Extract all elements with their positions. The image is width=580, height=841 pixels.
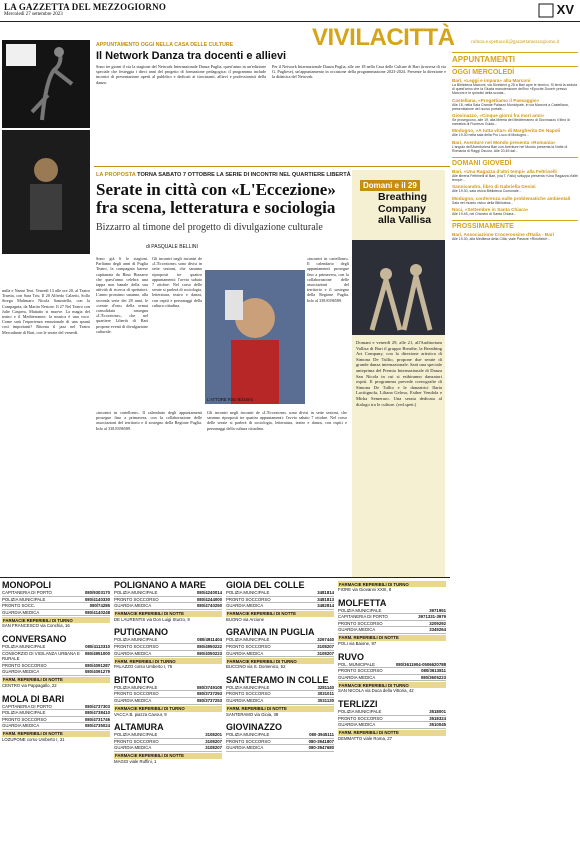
pharmacy-band: FARMACIE REPERIBILI DI TURNO bbox=[338, 581, 446, 587]
pharmacy-block bbox=[226, 722, 334, 752]
service-name: GUARDIA MEDICA bbox=[2, 609, 40, 615]
phone-row bbox=[114, 691, 222, 698]
phone-row bbox=[2, 603, 110, 610]
service-name: PRONTO SOCCORSO bbox=[226, 738, 271, 744]
boxed-article-kicker: Domani e il 29 bbox=[360, 180, 420, 191]
town-heading: GIOIA DEL COLLE bbox=[226, 580, 305, 590]
service-name: POLIZIA MUNICIPALE bbox=[338, 607, 382, 613]
service-name: GUARDIA MEDICA bbox=[226, 697, 264, 703]
phone-row bbox=[338, 716, 446, 723]
pharmacy-band: FARMACIE REPERIBILI DI TURNO bbox=[114, 706, 222, 712]
appuntamenti-heading: APPUNTAMENTI bbox=[452, 52, 578, 64]
dancers-icon bbox=[352, 240, 445, 335]
service-name: POLIZIA MUNICIPALE bbox=[114, 590, 158, 595]
pharmacy-address: SAN FRANCESCO via Conchia, 16 bbox=[2, 623, 70, 629]
service-name: GUARDIA MEDICA bbox=[338, 627, 376, 633]
service-name: PRONTO SOCCORSO bbox=[338, 620, 383, 626]
pharmacy-block bbox=[338, 699, 446, 741]
pharmacy-band: FARM. REPERIBILI DI NOTTE bbox=[2, 731, 110, 737]
event-text: Alle libreria Feltrinelli di Bari, (via T. Fallo) sviluppa presenta «Una Ragazza d'altri tempi»... bbox=[452, 174, 578, 183]
pharmacy-block bbox=[2, 580, 110, 629]
phone-number: 080/4244000 bbox=[196, 596, 222, 602]
pharmacy-block bbox=[2, 634, 110, 689]
phone-row bbox=[2, 710, 110, 717]
service-name: GUARDIA MEDICA bbox=[338, 674, 376, 680]
phone-row bbox=[114, 637, 222, 644]
pharmacy-band: FARM. REPERIBILI DI TURNO bbox=[114, 658, 222, 664]
phone-row bbox=[114, 590, 222, 597]
pharmacy-address: DE LAURENTIS via Don Luigi Sturzo, 9 bbox=[114, 616, 190, 622]
main-article-headline: Serate in città con «L'Eccezione» fra scena, letteratura e sociologia bbox=[96, 180, 336, 217]
section-title: VIVILACITTÀ bbox=[312, 24, 455, 51]
phone-row bbox=[226, 732, 334, 739]
masthead bbox=[0, 0, 580, 22]
phone-number: 3518324 bbox=[429, 715, 446, 721]
breathing-company-photo bbox=[352, 240, 445, 335]
pharmacy-address: SAN NICOLA via Duca della Vittoria, 42 bbox=[338, 688, 414, 694]
phone-row bbox=[338, 608, 446, 615]
top-article-text: Sono tre giorni il via la stagione del Network Internazionale Danza Puglia, quest'anno in un'edizione speciale che festeggia i dieci anni del progetto di formazione pedagogica: il programma include incontri di presentazione aperti al pubblico e dedicati ai tirocinanti, allievi e professionisti della danza. bbox=[96, 64, 266, 85]
phone-number: 080/4113310 bbox=[85, 643, 110, 649]
phone-number: 3031130 bbox=[317, 697, 334, 703]
phone-number: 080/4091287 bbox=[84, 662, 110, 668]
pharmacy-address: CENTRO via Pappagallo, 22 bbox=[2, 682, 57, 688]
pharmacy-block bbox=[2, 694, 110, 743]
service-name: POLIZIA MUNICIPALE bbox=[226, 732, 270, 738]
service-name: POLIZIA MUNICIPALE bbox=[2, 710, 46, 716]
dance-photo bbox=[2, 40, 90, 128]
event-title: Castellana, «Progettiamo il Paesaggio» bbox=[452, 97, 540, 103]
phone-number: 080/3737293 bbox=[196, 691, 222, 697]
phone-number: 3481814 bbox=[317, 590, 334, 595]
pharmacy-block bbox=[226, 627, 334, 669]
phone-row bbox=[114, 745, 222, 752]
phone-row bbox=[2, 723, 110, 730]
main-article-col-1: Sono già 6 le stagioni. Parliamo degli anni di Puglia Teatro, la compagnia barese capitanata da Rino Bizzarro che quest'anno celebra una tappa non banale della sua attività di ricerca di spettatori. L'anno prossimo saranno, alla seconda serie dei 28 anni, le «serate d'oro» della ormai consolidata rassegna «L'Eccezione», che nel quartiere Libertà di Bari propone eventi di divulgazione culturale. bbox=[96, 256, 148, 334]
phone-number: 080/4740250 bbox=[196, 603, 222, 609]
event-title: Sannicandro, libro di Gabriella Genisi bbox=[452, 184, 536, 190]
town-heading: MOLFETTA bbox=[338, 597, 387, 608]
phone-row bbox=[2, 590, 110, 597]
phone-number: 080/9303170 bbox=[84, 590, 110, 595]
pharmacy-band: FARMACIE REPERIBILI DI NOTTE bbox=[114, 611, 222, 617]
pharmacy-address: DEMMATTO viale Roma, 27 bbox=[338, 735, 393, 741]
phone-row bbox=[114, 685, 222, 692]
event-title: Modugno, «A tutta vita!» di Margherita De Napoli bbox=[452, 128, 561, 134]
event-text: La Biblioteca Marconi, via Sivestrini g 25 a Bari apre le tecnico. Si terrà la seduta di quest'anno che la Giusta manutenzione dell'Inc «Epoche Dosei» presso Marconi e le quindici della scuola... bbox=[452, 83, 578, 96]
service-name: POLIZIA MUNICIPALE bbox=[226, 684, 270, 690]
town-heading: GIOVINAZZO bbox=[226, 722, 282, 733]
pharmacy-address: BUONO via Arcione bbox=[226, 616, 264, 622]
service-name: POLIZIA MUNICIPALE bbox=[226, 637, 270, 643]
phone-number: 3031011 bbox=[317, 691, 334, 697]
kicker-text: TORNA SABATO 7 OTTOBRE LA SERIE DI INCONTRI NEL QUARTIERE LIBERTÀ bbox=[137, 172, 351, 178]
phone-row bbox=[338, 614, 446, 621]
domani-heading: DOMANI GIOVEDÌ bbox=[452, 157, 578, 167]
phone-number: 080/4951000 bbox=[84, 650, 110, 656]
pharmacy-address: MAGGI viale Ruffini, 1 bbox=[114, 758, 157, 764]
service-name: POLIZIA MUNICIPALE bbox=[226, 590, 270, 595]
bizzarro-photo bbox=[205, 270, 305, 404]
phone-number: 080/3611904-0506620788 bbox=[395, 661, 446, 667]
main-article-subhead: Bizzarro al timone del progetto di divulgazione culturale bbox=[96, 222, 323, 233]
event-title: Bari, «Leggi e impara» alla Marconi bbox=[452, 78, 531, 83]
phone-number: 3281140 bbox=[317, 684, 334, 690]
phone-row bbox=[2, 644, 110, 651]
service-name: CONSORZIO DI VIGILANZA URBANA E RURALE bbox=[2, 650, 80, 662]
main-article-kicker bbox=[96, 172, 351, 178]
pharmacy-band: FARM. REPERIBILI DI NOTTE bbox=[226, 706, 334, 712]
phone-row bbox=[226, 745, 334, 752]
phone-row bbox=[226, 597, 334, 604]
pharmacy-block bbox=[226, 580, 334, 622]
pharmacies-rule bbox=[0, 577, 450, 578]
pharmacy-band: FARMACIE REPERIBILI DI TURNO bbox=[338, 682, 446, 688]
phone-number: 3971951 bbox=[429, 607, 446, 613]
phone-row bbox=[114, 732, 222, 739]
phone-number: 080-3941807 bbox=[308, 738, 334, 744]
pharmacy-column bbox=[114, 580, 222, 770]
service-name: PRONTO SOCCORSO bbox=[114, 596, 159, 602]
town-heading: POLIGNANO A MARE bbox=[114, 580, 206, 590]
phone-number: 080/4735024 bbox=[84, 723, 110, 729]
kicker-tag: LA PROPOSTA bbox=[96, 172, 136, 178]
paper-name: LA GAZZETTA DEL MEZZOGIORNO bbox=[4, 2, 167, 12]
service-name: PRONTO SOCCORSO bbox=[338, 715, 383, 721]
phone-number: 080/74285 bbox=[89, 603, 110, 609]
photo-caption: L'ATTORE Rino Bizzarro bbox=[207, 397, 254, 402]
pharmacy-band: FARMACIE REPERIBILI DI TURNO bbox=[2, 617, 110, 623]
town-heading: SANTERAMO IN COLLE bbox=[226, 674, 329, 685]
phone-number: 080/4240014 bbox=[196, 590, 222, 595]
pharmacy-block bbox=[114, 722, 222, 764]
pharmacy-address: POLI via Baione, 87 bbox=[338, 640, 377, 646]
phone-number: 080/3749108 bbox=[196, 684, 222, 690]
phone-number: 080/4140248 bbox=[84, 609, 110, 615]
phone-number: 3349264 bbox=[429, 627, 446, 633]
phone-number: 080-3945111 bbox=[309, 732, 334, 738]
main-article-col-4: Gli incontri negli incontri de «L'Eccezione» sono divisi in sette sezioni, che saranno riproposti tre quattro appuntamenti: l'avvio sabato 7 ottobre. Nel corso delle serate si parlerà di sociologia, letteratura, teatro e danza, con ospiti e personaggi della cultura cittadina. bbox=[207, 410, 347, 431]
phone-number: 080/3605223 bbox=[420, 674, 446, 680]
town-heading: TERLIZZI bbox=[338, 698, 378, 709]
phone-number: 080-3947680 bbox=[308, 745, 334, 751]
event-title: Bari, Associazione Crocerossine d'Italia - Bari bbox=[452, 232, 555, 238]
main-article-col-2: Gli incontri negli incontri de «L'Eccezione» sono divisi in sette sezioni, che saranno riproposti tre quattro appuntamenti: l'avvio sabato 7 ottobre. Nel corso delle serate si parlerà di sociologia, letteratura, teatro e danza, con ospiti e personaggi della cultura cittadina. bbox=[152, 256, 202, 308]
service-name: GUARDIA MEDICA bbox=[226, 650, 264, 656]
service-name: PRONTO SOCCORSO bbox=[114, 738, 159, 744]
pharmacy-block bbox=[338, 652, 446, 694]
dancer-figure-icon bbox=[2, 40, 90, 128]
phone-number: 3971331-3979 bbox=[418, 614, 446, 620]
phone-row bbox=[2, 669, 110, 676]
service-name: PRONTO SOCCORSO bbox=[226, 691, 271, 697]
phone-number: 3108201 bbox=[205, 732, 222, 738]
pharmacy-address: SANTERAMO via Gioia, 38 bbox=[226, 711, 279, 717]
pharmacy-address: FIORE via Giovanni XXIII, 8 bbox=[338, 587, 392, 592]
service-name: PRONTO SOCCORSO bbox=[226, 643, 271, 649]
service-name: GUARDIA MEDICA bbox=[114, 745, 152, 751]
pharmacy-band: FARM. REPERIBILI DI NOTTE bbox=[2, 677, 110, 683]
phone-number: 080/4950222 bbox=[196, 643, 222, 649]
event-text: Sala nel museo civico della Biblioteca... bbox=[452, 200, 514, 205]
phone-number: 080/3613811 bbox=[421, 668, 446, 674]
town-heading: RUVO bbox=[338, 651, 365, 662]
phone-row bbox=[338, 709, 446, 716]
pharmacy-band: FARMACIE REPERIBILI DI NOTTE bbox=[226, 611, 334, 617]
service-name: GUARDIA MEDICA bbox=[226, 603, 264, 609]
left-article-text: nulla e Nanni Teot. Venerdì 13 alle ore 20, al Teatro Traetta, con Sara Tris; Il 20 Alfredo Calzetti, Sollo Strega Malimaro Nicola Sanzatella, con la Compagnia, da Marita Nestore. Il 27 Nel Teatro con Julie Caspera, Mattatto si muove. La magia del teatro e il Mediterraneo: la musica è una voce. Come sarà l'esperienza emozionale di una spunti così importanti? Ritorna il jazz nel Teatro Mercadante di Bari, con le serate del venerdì. bbox=[2, 288, 90, 335]
service-name: GUARDIA MEDICA bbox=[114, 603, 152, 609]
service-name: POLIZIA MUNICIPALE bbox=[2, 596, 46, 602]
service-name: PRONTO SOCCORSO bbox=[338, 668, 383, 674]
service-name: GUARDIA MEDICA bbox=[114, 697, 152, 703]
service-name: GUARDIA MEDICA bbox=[114, 650, 152, 656]
event-text: Alle 19.30, alla Mediteca della Città, viale Pastore «Rinofield»... bbox=[452, 237, 551, 242]
phone-row bbox=[226, 691, 334, 698]
phone-number: 3481813 bbox=[317, 596, 334, 602]
phone-number: 080/4731746 bbox=[84, 716, 110, 722]
service-name: POLIZIA MUNICIPALE bbox=[114, 732, 158, 738]
paper-date: Mercoledì 27 settembre 2023 bbox=[4, 12, 63, 17]
phone-row bbox=[338, 621, 446, 628]
pharmacy-block bbox=[338, 581, 446, 593]
service-name: PRONTO SOCCORSO bbox=[114, 691, 159, 697]
event-text: Alle 18, nella Sala Grande Palazzo Municipale, in via Marconi a Castellana, presentazione del nuovo portale... bbox=[452, 102, 569, 111]
event-title: Bari, Aventure nel Mondo presenta «Romania» bbox=[452, 139, 556, 145]
boxed-article-headline: Breathing Company alla Vallisa bbox=[378, 191, 432, 226]
phone-number: 3518001 bbox=[429, 708, 446, 714]
phone-row bbox=[226, 637, 334, 644]
phone-number: 3108207 bbox=[205, 738, 222, 744]
top-article-kicker: APPUNTAMENTO OGGI NELLA CASA DELLE CULTURE bbox=[96, 42, 234, 48]
main-article-col-5: «incontri in cartellone». Il calendario degli appuntamenti prosegue fino a primavera, con la collaborazione delle associazioni del territorio e il sostegno della Regione Puglia. Info al 338.8396589. bbox=[307, 256, 349, 303]
phone-row bbox=[338, 675, 446, 682]
divider bbox=[94, 166, 450, 167]
pharmacy-block bbox=[114, 675, 222, 717]
event-title: Giovinazzo, «Cinque giorni fra mori anni» bbox=[452, 113, 545, 119]
page-number: XV bbox=[556, 2, 574, 17]
phone-number: 3108207 bbox=[205, 745, 222, 751]
service-name: GUARDIA MEDICA bbox=[2, 723, 40, 729]
service-name: POLIZIA MUNICIPALE bbox=[114, 637, 158, 643]
service-name: GUARDIA MEDICA bbox=[338, 722, 376, 728]
event-text: Alle 19.30, sala civica Biblioteca Comunale... bbox=[452, 189, 522, 194]
service-name: PRONTO SOCCORSO bbox=[114, 643, 159, 649]
phone-row bbox=[2, 704, 110, 711]
service-name: CAPITANERIA DI PORTO bbox=[2, 590, 52, 595]
event-title: Modugno, conferenza sulle problematiche ambientali bbox=[452, 195, 571, 201]
event-text: Alle 19.30 nella sala della Pro Loco di Modugno... bbox=[452, 133, 529, 138]
phone-row bbox=[2, 651, 110, 663]
town-heading: CONVERSANO bbox=[2, 633, 67, 644]
phone-number: 3510045 bbox=[429, 722, 446, 728]
sidebar-email: cultura.e.spettacoli@gazzettamezzogiorno.it bbox=[470, 40, 560, 45]
pharmacy-address: LOZUPONE corso Umberto I, 31 bbox=[2, 736, 65, 742]
pharmacy-band: FARMACIE REPERIBILI DI NOTTE bbox=[114, 753, 222, 759]
pharmacy-block bbox=[226, 675, 334, 717]
pharmacy-band: FARM. REPERIBILI DI NOTTE bbox=[338, 730, 446, 736]
top-article-text-2: Per il Network Internazionale Danza Puglia, alle ore 18 nella Casa delle Culture di Bari (traversa di via G. Pugliese), un'appuntamento in occasione della programmazione 2023-2024. Presente la direzione e la didattica del Network. bbox=[272, 64, 446, 80]
town-heading: PUTIGNANO bbox=[114, 627, 168, 638]
phone-row bbox=[114, 597, 222, 604]
town-heading: MOLA DI BARI bbox=[2, 693, 65, 704]
pharmacy-address: PALAZZO corso Umberto I, 76 bbox=[114, 664, 173, 670]
pharmacy-column bbox=[338, 580, 446, 746]
pharmacy-band: FARMACIE REPERIBILI DI TURNO bbox=[226, 658, 334, 664]
stage-photo bbox=[2, 130, 90, 254]
phone-number: 080/4911404 bbox=[197, 637, 222, 643]
service-name: PRONTO SOCC. bbox=[2, 603, 36, 609]
phone-row bbox=[226, 603, 334, 610]
phone-row bbox=[2, 663, 110, 670]
phone-number: 3108207 bbox=[317, 650, 334, 656]
phone-row bbox=[338, 627, 446, 634]
pharmacy-block bbox=[114, 580, 222, 622]
service-name: PRONTO SOCCORSO bbox=[2, 716, 47, 722]
prossimamente-heading: PROSSIMAMENTE bbox=[452, 220, 578, 230]
phone-row bbox=[2, 610, 110, 617]
phone-row bbox=[226, 698, 334, 705]
town-heading: ALTAMURA bbox=[114, 722, 164, 733]
portrait-icon bbox=[205, 270, 305, 404]
phone-number: 080/4091279 bbox=[84, 669, 110, 675]
main-article-byline: di PASQUALE BELLINI bbox=[146, 244, 198, 250]
service-name: CAPITANERIA DI PORTO bbox=[338, 614, 388, 620]
phone-number: 3108207 bbox=[317, 643, 334, 649]
phone-row bbox=[114, 739, 222, 746]
pharmacy-address: VACCA B. piazza Cavour, 9 bbox=[114, 711, 167, 717]
phone-row bbox=[338, 722, 446, 729]
phone-number: 080/4050223 bbox=[196, 650, 222, 656]
event-title: Bari, «Una Ragazza d'altri tempi» alla Feltrinelli bbox=[452, 169, 557, 175]
pharmacy-address: BUCCINO via S. Domenico, 52 bbox=[226, 664, 286, 670]
phone-number: 3482814 bbox=[317, 603, 334, 609]
phone-row bbox=[338, 662, 446, 669]
phone-number: 080/4140330 bbox=[84, 596, 110, 602]
phone-number: 080/4738410 bbox=[84, 710, 110, 716]
main-article-col-3: «incontri in cartellone». Il calendario degli appuntamenti prosegue fino a primavera, con la collaborazione delle associazioni del territorio e il sostegno della Regione Puglia. Info al 338.8396589. bbox=[96, 410, 202, 431]
phone-row bbox=[226, 739, 334, 746]
top-article-headline: Il Network Danza tra docenti e allievi bbox=[96, 50, 287, 62]
pharmacy-block bbox=[338, 598, 446, 647]
boxed-article-text: Domani e venerdì 29, alle 21, all'Auditorium Vallisa di Bari il gruppo Breathe, la Breathing Art Company, con la direzione artistica di Simona De Tullio, propone due serate di grande danza internazionale. Sarà una speciale anteprima del Premio Internazionale di Danza San Nicola in cui si esibiranno danzatori ospiti. Il programma prevede coreografie di Simona De Tullio e le danzatrici Ilaria Lacitignola, Liliana Geloso, Esther Vendola e Mirka Semeraro. Una serata dedicata al dialogo tra le culture. (red.spett.) bbox=[356, 340, 442, 407]
phone-row bbox=[226, 685, 334, 692]
event-text: Se proseguono, alle 19, alla libreria del Mediterraneo di Giovinazzo il libro di narrativa di Fiorenzo Guido... bbox=[452, 118, 570, 127]
service-name: PRONTO SOCCORSO bbox=[226, 596, 271, 602]
service-name: POLIZIA MUNICIPALE bbox=[2, 643, 46, 649]
event-title: Noci, «Settembre in Santa Chiara» bbox=[452, 206, 529, 212]
service-name: GUARDIA MEDICA bbox=[226, 745, 264, 751]
phone-row bbox=[114, 644, 222, 651]
service-name: POLIZIA MUNICIPALE bbox=[114, 684, 158, 690]
performer-figure-icon bbox=[2, 130, 90, 254]
service-name: POL. MUNICIPALE bbox=[338, 661, 375, 667]
phone-row bbox=[114, 603, 222, 610]
phone-number: 080/3737253 bbox=[196, 697, 222, 703]
town-heading: GRAVINA IN PUGLIA bbox=[226, 627, 315, 638]
pharmacy-band: FARM. REPERIBILI DI NOTTE bbox=[338, 635, 446, 641]
phone-row bbox=[226, 651, 334, 658]
phone-row bbox=[114, 698, 222, 705]
phone-number: 3267440 bbox=[317, 637, 334, 643]
section-flag-icon bbox=[538, 3, 554, 18]
event-text: L'angolo dell'Aventurierà Bari con Aventure nel Mondo presenta la Notte di Romania di Raggi Oscuro, Alle 20.45 dal... bbox=[452, 144, 568, 153]
pharmacy-block bbox=[114, 627, 222, 669]
town-heading: MONOPOLI bbox=[2, 580, 51, 590]
phone-number: 3209292 bbox=[429, 620, 446, 626]
phone-row bbox=[2, 717, 110, 724]
service-name: POLIZIA MUNICIPALE bbox=[338, 708, 382, 714]
town-heading: BITONTO bbox=[114, 674, 155, 685]
phone-row bbox=[2, 597, 110, 604]
event-text: Alle 19.45, nel Chiostro di Santa Chiara... bbox=[452, 211, 517, 216]
service-name: PRONTO SOCCORSO bbox=[2, 662, 47, 668]
phone-row bbox=[338, 668, 446, 675]
phone-row bbox=[114, 651, 222, 658]
pharmacy-column bbox=[2, 580, 110, 748]
phone-row bbox=[226, 590, 334, 597]
phone-row bbox=[226, 644, 334, 651]
masthead-rule bbox=[0, 21, 580, 22]
service-name: GUARDIA MEDICA bbox=[2, 669, 40, 675]
pharmacy-column bbox=[226, 580, 334, 757]
phone-number: 080/4737303 bbox=[84, 703, 110, 709]
service-name: CAPITANERIA DI PORTO bbox=[2, 703, 52, 709]
oggi-heading: OGGI MERCOLEDÌ bbox=[452, 66, 578, 76]
events-sidebar bbox=[452, 40, 578, 840]
